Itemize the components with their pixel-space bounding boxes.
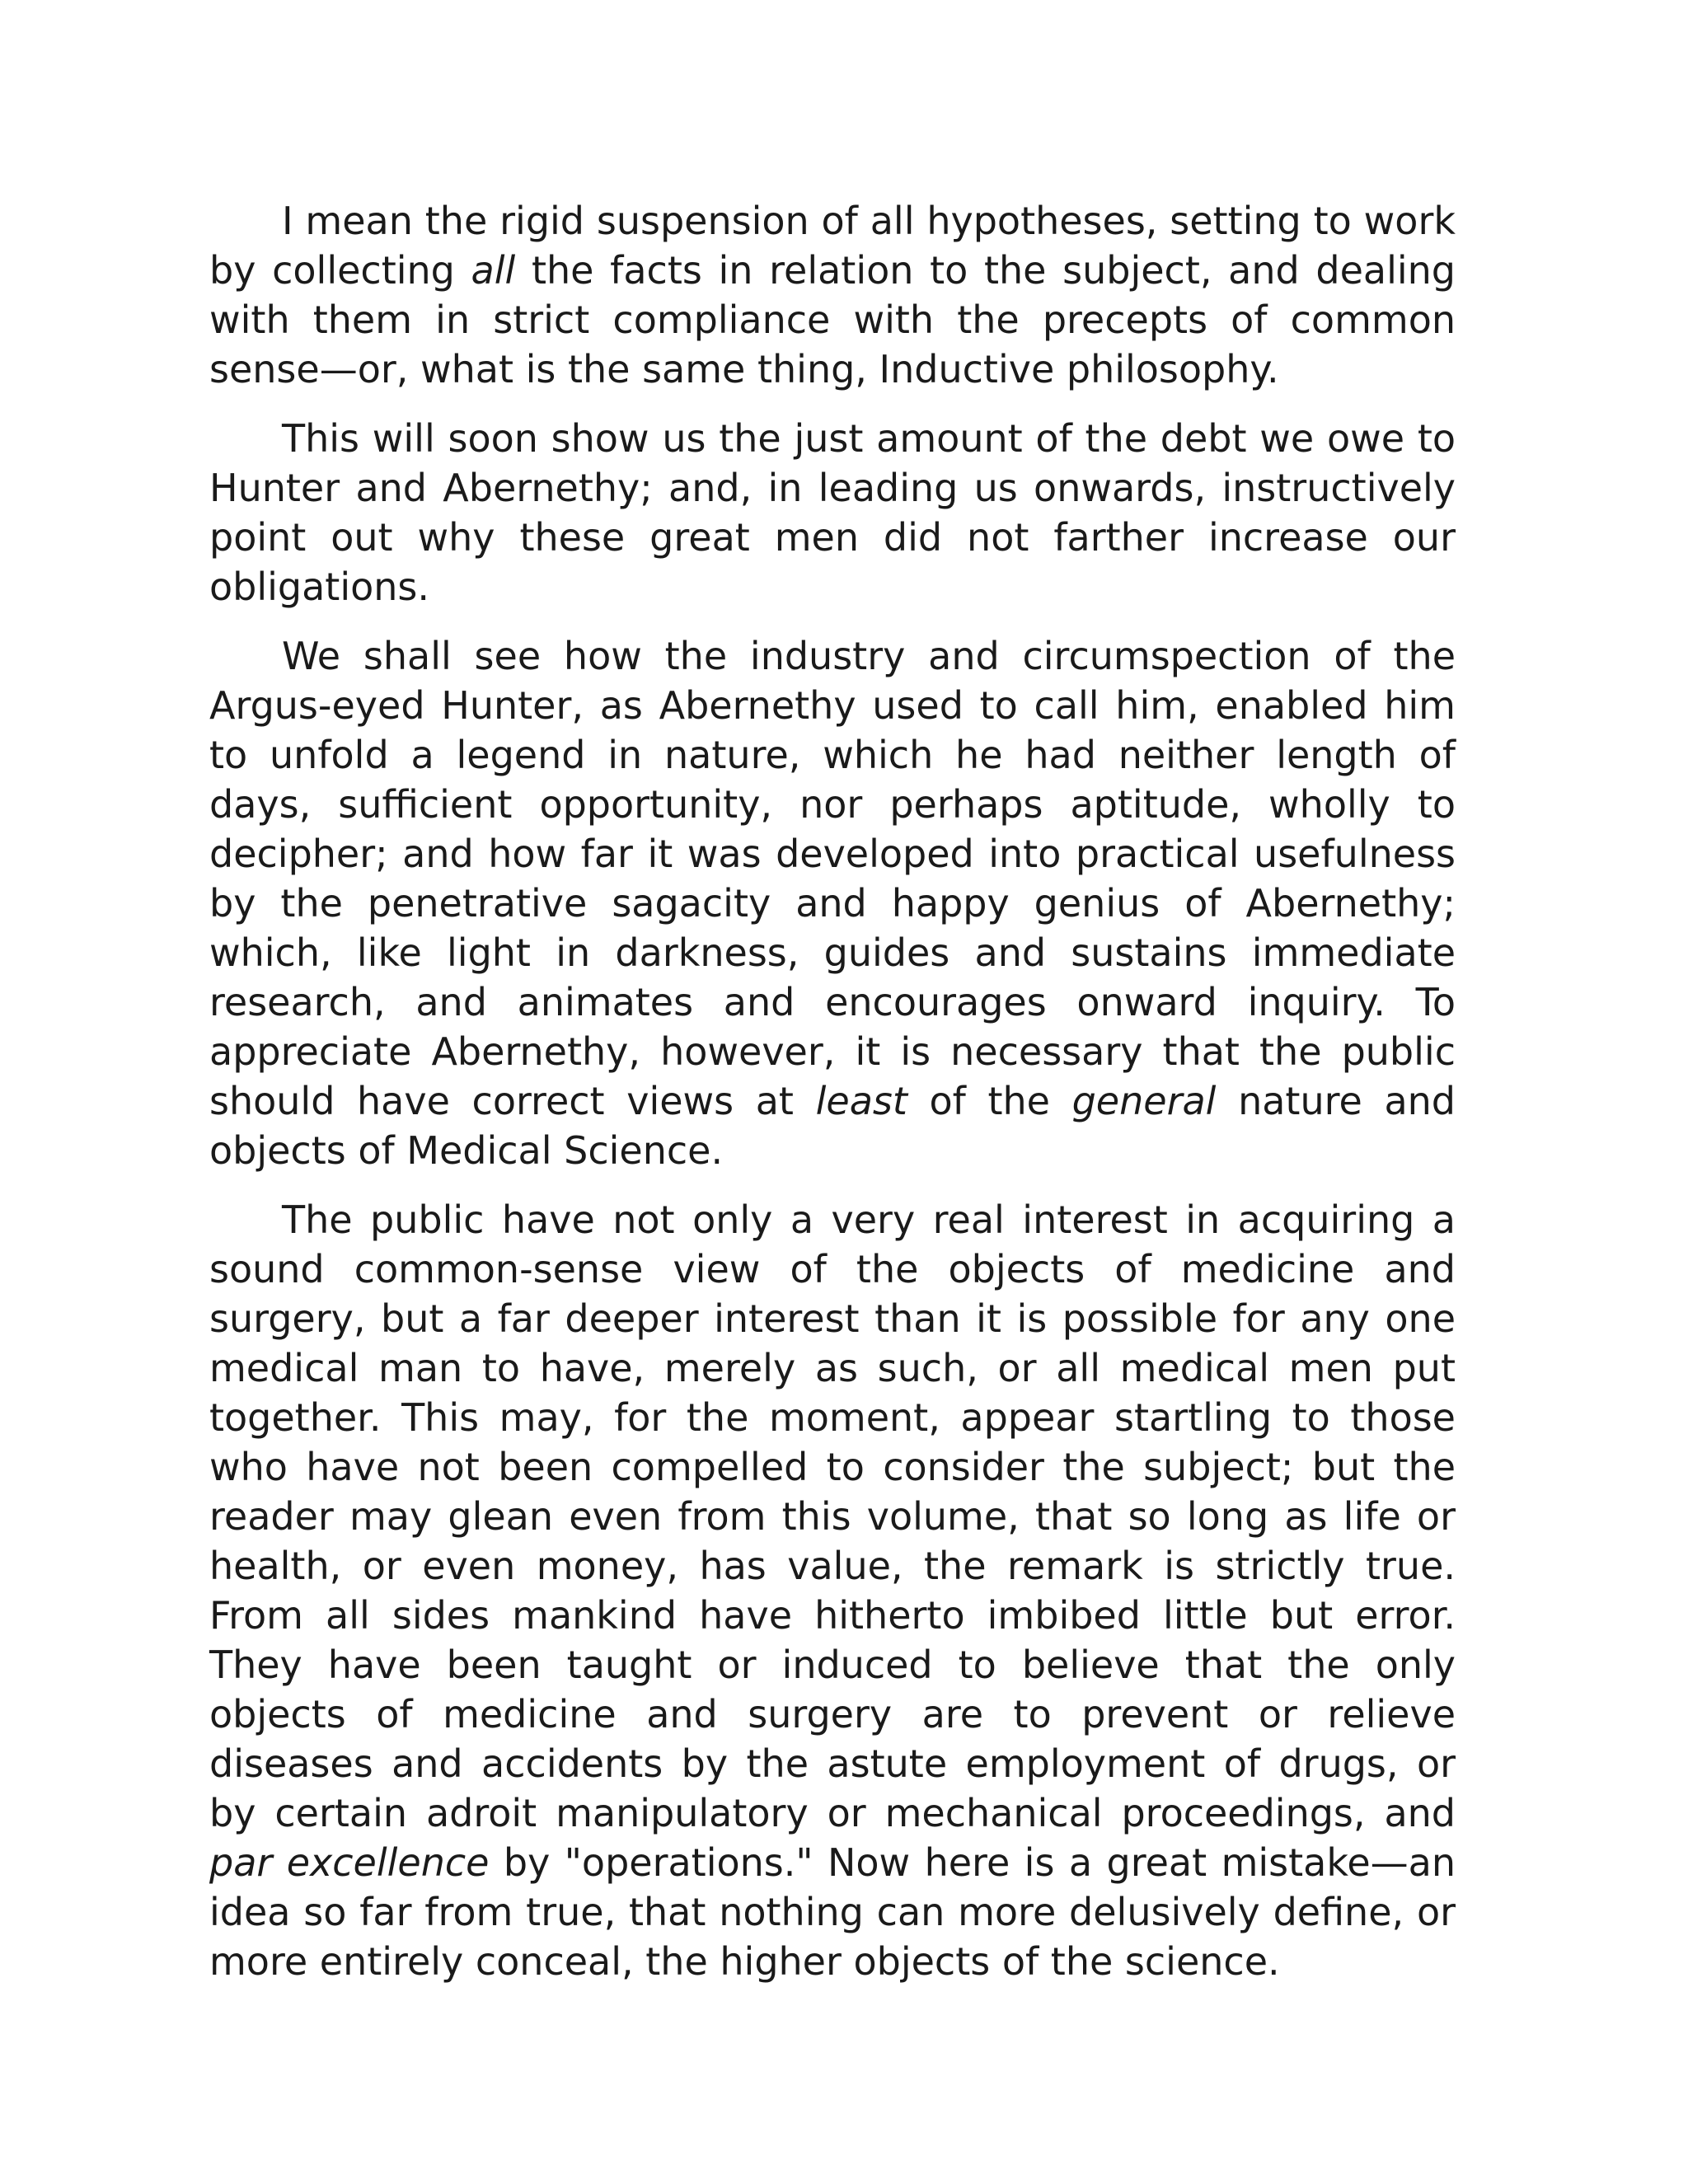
text-run: This will soon show us the just amount of the debt we owe to Hunter and Abernethy; and, in leading us onwards, instructively point out why these great men did not farther increase our obligations. (209, 416, 1456, 609)
italic-run: all (471, 248, 516, 293)
paragraph-4 (209, 1195, 1456, 1986)
text-run: of the (907, 1079, 1072, 1123)
text-run: the facts in relation to the subject, and dealing with them in strict compliance with the precepts of common sense—or, what is the same thing, Inductive philosophy. (209, 248, 1456, 391)
paragraph-2 (209, 414, 1456, 612)
paragraph-3 (209, 631, 1456, 1175)
italic-run: general (1071, 1079, 1217, 1123)
text-run: We shall see how the industry and circumspection of the Argus-eyed Hunter, as Abernethy used to call him, enabled him to unfold a legend in nature, which he had neither length of days, sufficient opportunity, nor perhaps aptitude, wholly to decipher; and how far it was developed into practical usefulness by the penetrative sagacity and happy genius of Abernethy; which, like light in darkness, guides and sustains immediate research, and animates and encourages onward inquiry. To appreciate Abernethy, however, it is necessary that the public should have correct views at (209, 634, 1456, 1123)
italic-run: least (815, 1079, 907, 1123)
text-run: I mean the rigid suspension of all hypotheses, setting to work by collecting (209, 199, 1456, 293)
italic-run: par excellence (209, 1840, 490, 1885)
text-run: The public have not only a very real interest in acquiring a sound common-sense view of the objects of medicine and surgery, but a far deeper interest than it is possible for any one medical man to have, merely as such, or all medical men put together. This may, for the moment, appear startling to those who have not been compelled to consider the subject; but the reader may glean even from this volume, that so long as life or health, or even money, has value, the remark is strictly true. From all sides mankind have hitherto imbibed little but error. They have been taught or induced to believe that the only objects of medicine and surgery are to prevent or relieve diseases and accidents by the astute employment of drugs, or by certain adroit manipulatory or mechanical proceedings, and (209, 1197, 1456, 1835)
body-text (209, 196, 1456, 2006)
text-run: nature and objects of Medical Science. (209, 1079, 1456, 1173)
paragraph-1 (209, 196, 1456, 394)
text-run: by "operations." Now here is a great mistake—an idea so far from true, that nothing can more delusively define, or more entirely conceal, the higher objects of the science. (209, 1840, 1456, 1984)
